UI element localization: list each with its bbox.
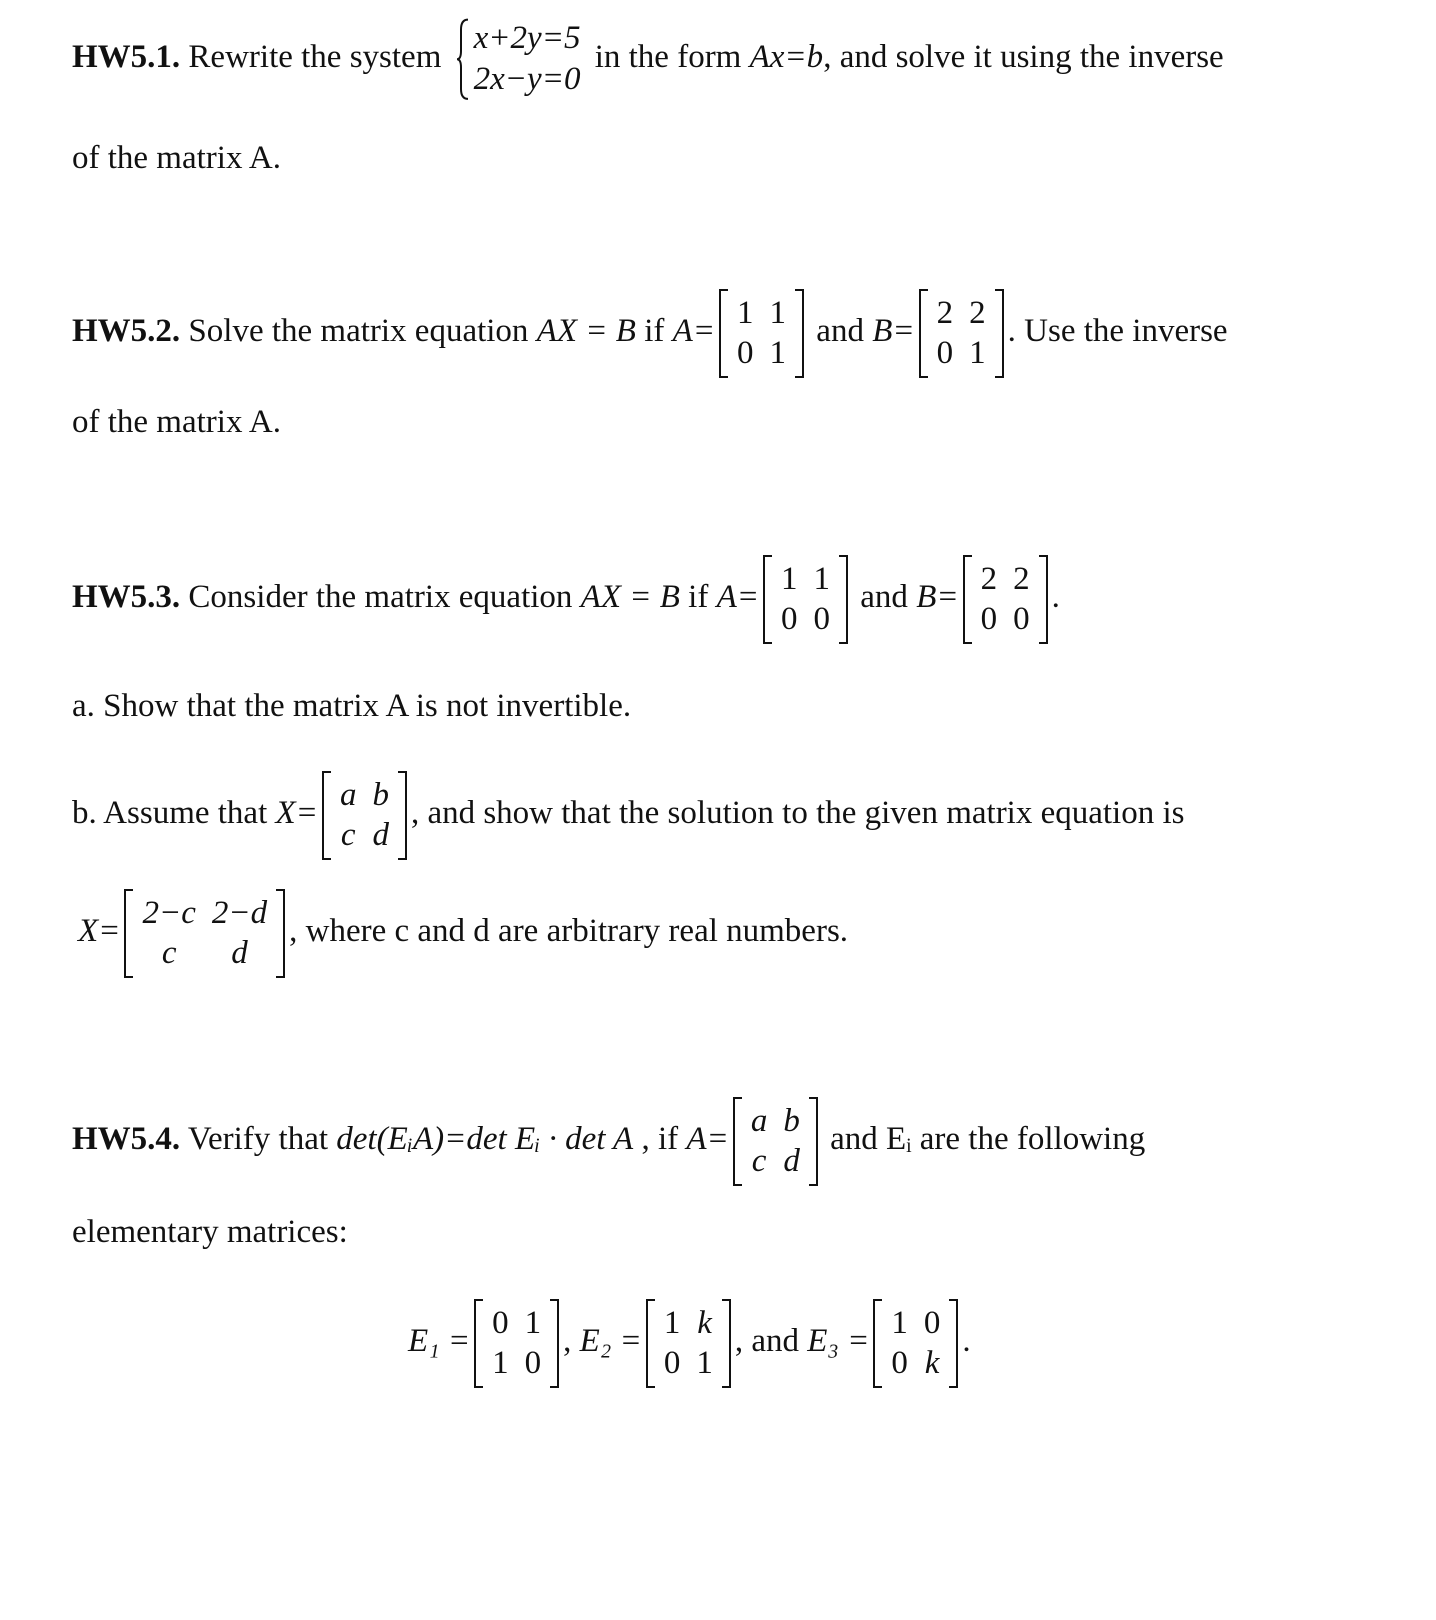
hw2-matrix-a: 1 1 0 1 — [719, 290, 804, 377]
hw3-a-name: A= — [716, 578, 760, 615]
hw1-text-a: Rewrite the system — [180, 38, 450, 75]
hw2-line2: of the matrix A. — [72, 404, 281, 440]
hw1-form: Ax=b — [749, 38, 824, 75]
hw4-e1-name: E₁ = — [408, 1322, 471, 1359]
hw3-part-b-a: b. Assume that — [72, 794, 276, 831]
hw2-text-a: Solve the matrix equation — [180, 312, 537, 349]
hw2-a-name: A= — [672, 312, 716, 349]
hw2-label: HW5.2. — [72, 312, 181, 349]
hw4-matrix-e1: 0 1 1 0 — [474, 1300, 559, 1387]
hw3-x-sol-name: X= — [78, 912, 121, 949]
hw4-matrix-e3: 1 0 0 k — [873, 1300, 958, 1387]
hw3-part-b-c: , where c and d are arbitrary real numbers. — [289, 912, 849, 949]
hw4-e3-name: E₃ = — [807, 1322, 870, 1359]
hw4-end: . — [962, 1322, 971, 1359]
hw3-b-name: B= — [916, 578, 959, 615]
hw1-label: HW5.1. — [72, 38, 181, 75]
hw4-line2: elementary matrices: — [72, 1214, 348, 1250]
hw4-elementary-matrices — [408, 1300, 971, 1387]
brace-icon — [456, 18, 470, 101]
hw1-eq1: x+2y=5 — [473, 20, 581, 56]
hw4-matrix-e2: 1 k 0 1 — [646, 1300, 731, 1387]
hw2-text-b: . Use the inverse — [1007, 312, 1228, 349]
hw4-text-a: Verify that — [180, 1120, 337, 1157]
hw1-line2: of the matrix A. — [72, 140, 281, 176]
hw3-and: and — [852, 578, 917, 615]
hw3-part-b — [72, 772, 1185, 859]
hw2-matrix-b: 2 2 0 1 — [919, 290, 1004, 377]
hw3-end: . — [1051, 578, 1060, 615]
hw4-and: , and — [734, 1322, 808, 1359]
hw2-eq: AX = B — [536, 312, 636, 349]
hw4-a-name: A= — [686, 1120, 729, 1157]
hw3-label: HW5.3. — [72, 578, 181, 615]
hw1-eq2: 2x−y=0 — [473, 61, 581, 98]
hw3-line1 — [72, 556, 1060, 643]
hw3-part-a: a. Show that the matrix A is not invertible. — [72, 688, 632, 724]
hw3-part-b-b: , and show that the solution to the given matrix equation is — [410, 794, 1185, 831]
hw4-text-b: and Eᵢ are the following — [821, 1120, 1146, 1157]
hw3-matrix-b: 2 2 0 0 — [963, 556, 1048, 643]
hw3-matrix-x: a b c d — [322, 772, 407, 859]
hw4-if: , if — [633, 1120, 687, 1157]
hw3-matrix-a: 1 1 0 0 — [763, 556, 848, 643]
hw3-eq: AX = B — [580, 578, 680, 615]
hw4-eq: det(EᵢA)=det Eᵢ · det A — [336, 1120, 634, 1157]
hw2-line1 — [72, 290, 1228, 377]
hw3-text-a: Consider the matrix equation — [180, 578, 581, 615]
hw4-e2-name: E₂ = — [579, 1322, 642, 1359]
hw3-solution — [78, 890, 848, 977]
hw1-text-c: , and solve it using the inverse — [823, 38, 1224, 75]
hw1-line1 — [72, 18, 1224, 101]
hw4-comma: , — [563, 1322, 580, 1359]
hw4-matrix-a: a b c d — [733, 1098, 818, 1185]
hw2-b-name: B= — [872, 312, 915, 349]
hw3-x-name: X= — [275, 794, 318, 831]
hw3-matrix-x-sol: 2−c 2−d c d — [124, 890, 285, 977]
hw3-if: if — [679, 578, 717, 615]
hw1-text-b: in the form — [586, 38, 750, 75]
hw4-line1 — [72, 1098, 1145, 1185]
hw2-if: if — [635, 312, 673, 349]
hw1-system — [456, 18, 581, 101]
hw4-label: HW5.4. — [72, 1120, 181, 1157]
hw2-and: and — [808, 312, 873, 349]
